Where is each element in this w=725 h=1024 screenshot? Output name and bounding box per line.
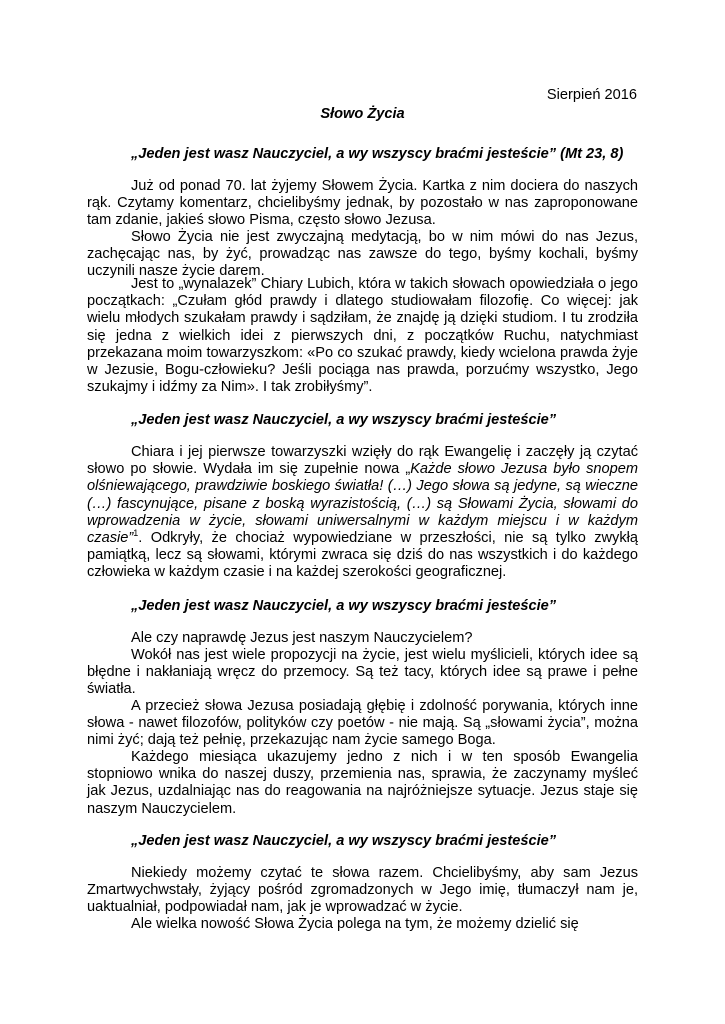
paragraph-text: . Odkryły, że chociaż wypowiedziane w przeszłości, nie są tylko zwykłą pamiątką, lecz są słowami, którymi zwraca się dziś do nas wszystkich i do każdego człowieka w każdym czasie i na każdej szerokości geograficznej. xyxy=(87,530,638,581)
paragraph xyxy=(87,444,638,582)
quote-italic: Każde słowo Jezusa było snopem olśniewającego, prawdziwie boskiego światła! (…) Jego słowa są jedyne, są wieczne (…) fascynujące, pisane z boską wyrazistością, (…) są Słowami Życia, słowami do wprowadzenia w życie, słowami uniwersalnymi w każdym miejscu i w każdym czasie xyxy=(87,461,638,547)
document-title: Słowo Życia xyxy=(320,106,405,122)
paragraph: Jest to „wynalazek” Chiary Lubich, która w takich słowach opowiedziała o jego początkach: „Czułam głód prawdy i dlatego studiowałam filozofię. Co więcej: jak wielu młodych szukałam prawdy i sądziłam, że znajdę ją dzięki studiom. I tu zrodziła się jedna z wielkich idei z pierwszych dni, z początków Ruchu, natychmiast przekazana moim towarzyszkom: «Po co szukać prawdy, kiedy wcielona prawda żyje w Jezusie, Bogu-człowieku? Jeśli pociąga nas prawda, porzućmy wszystko, Jego szukajmy i idźmy za Nim». I tak zrobiłyśmy”. xyxy=(87,276,638,396)
motto-quote: „Jeden jest wasz Nauczyciel, a wy wszyscy braćmi jesteście” (Mt 23, 8) xyxy=(131,146,624,162)
paragraph: Ale czy naprawdę Jezus jest naszym Nauczycielem? xyxy=(131,630,473,646)
footnote-ref[interactable]: 1 xyxy=(133,528,139,539)
paragraph: Już od ponad 70. lat żyjemy Słowem Życia. Kartka z nim dociera do naszych rąk. Czytamy komentarz, chcielibyśmy jednak, by pozostało w nas zaproponowane tam zdanie, jakieś słowo Pisma, często słowo Jezusa. xyxy=(87,178,638,229)
paragraph-text: Chiara i jej pierwsze towarzyszki wzięły do rąk Ewangelię i zaczęły ją czytać słowo po słowie. Wydała im się zupełnie nowa „ xyxy=(87,444,638,478)
motto-quote: „Jeden jest wasz Nauczyciel, a wy wszyscy braćmi jesteście” xyxy=(131,412,557,428)
motto-quote: „Jeden jest wasz Nauczyciel, a wy wszyscy braćmi jesteście” xyxy=(131,833,557,849)
quote-close: ” xyxy=(128,530,134,547)
motto-quote: „Jeden jest wasz Nauczyciel, a wy wszyscy braćmi jesteście” xyxy=(131,598,557,614)
paragraph: Słowo Życia nie jest zwyczajną medytacją, bo w nim mówi do nas Jezus, zachęcając nas, by żyć, prowadząc nas zawsze do tego, byśmy kochali, byśmy uczynili nasze życie darem. xyxy=(87,229,638,280)
paragraph: Każdego miesiąca ukazujemy jedno z nich i w ten sposób Ewangelia stopniowo wnika do naszej duszy, przemienia nas, sprawia, że zaczynamy myśleć jak Jezus, uzdalniając nas do reagowania na najróżniejsze sytuacje. Jezus staje się naszym Nauczycielem. xyxy=(87,749,638,817)
paragraph: A przecież słowa Jezusa posiadają głębię i zdolność porywania, których inne słowa - nawet filozofów, polityków czy poetów - nie mają. Są „słowami życia”, można nimi żyć; dają też pełnię, przekazując nam życie samego Boga. xyxy=(87,698,638,749)
paragraph: Ale wielka nowość Słowa Życia polega na tym, że możemy dzielić się xyxy=(131,916,579,932)
document-date: Sierpień 2016 xyxy=(546,87,637,103)
paragraph: Wokół nas jest wiele propozycji na życie, jest wielu myślicieli, których idee są błędne i nakłaniają wręcz do przemocy. Są też tacy, których idee są prawe i pełne światła. xyxy=(87,647,638,698)
paragraph: Niekiedy możemy czytać te słowa razem. Chcielibyśmy, aby sam Jezus Zmartwychwstały, żyjący pośród zgromadzonych w Jego imię, tłumaczył nam je, uaktualniał, podpowiadał nam, jak je wprowadzać w życie. xyxy=(87,865,638,916)
